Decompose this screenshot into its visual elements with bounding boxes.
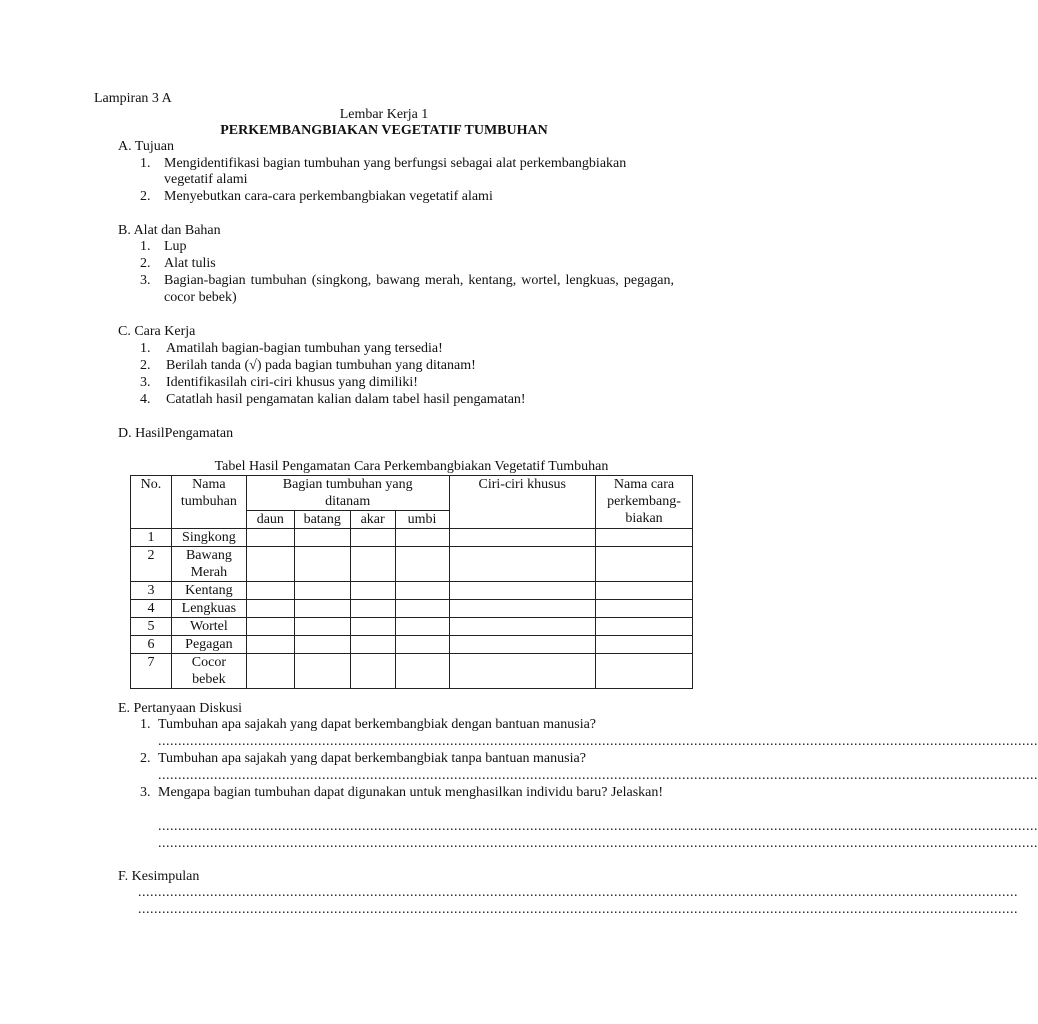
section-d-heading: D. HasilPengamatan [118,426,234,441]
section-a-item-text: Menyebutkan cara-cara perkembangbiakan vegetatif alami [164,189,493,204]
header-nama: Nama tumbuhan [171,476,246,529]
main-title: PERKEMBANGBIAKAN VEGETATIF TUMBUHAN [220,123,548,138]
table-row [131,582,693,600]
header-bagian: Bagian tumbuhan yang ditanam [246,476,449,511]
cell-umbi[interactable] [395,654,449,689]
section-c-item-num: 4. [140,392,151,407]
section-c-item-text: Catatlah hasil pengamatan kalian dalam tabel hasil pengamatan! [166,392,526,407]
row-no: 3 [131,582,172,600]
answer-line[interactable]: ............................................................................................................................................................................................................................ [158,819,1038,834]
row-no: 4 [131,600,172,618]
row-name: Pegagan [171,636,246,654]
section-f-heading: F. Kesimpulan [118,869,200,884]
section-c-heading: C. Cara Kerja [118,324,196,339]
cell-daun[interactable] [246,582,294,600]
section-b-item-text: Alat tulis [164,256,216,271]
answer-line[interactable]: ............................................................................................................................................................................................................................ [158,768,1038,783]
cell-ciri[interactable] [449,654,596,689]
cell-cara[interactable] [596,529,693,547]
row-no: 5 [131,618,172,636]
cell-cara[interactable] [596,547,693,582]
table-row [131,600,693,618]
question-num: 2. [140,751,151,766]
sheet-title: Lembar Kerja 1 [339,107,429,122]
cell-batang[interactable] [294,654,350,689]
table-row [131,529,693,547]
section-c-item-num: 1. [140,341,151,356]
section-c-item-text: Berilah tanda (√) pada bagian tumbuhan yang ditanam! [166,358,476,373]
question-num: 3. [140,785,151,800]
section-a-item-text: Mengidentifikasi bagian tumbuhan yang berfungsi sebagai alat perkembangbiakan [164,156,627,171]
cell-ciri[interactable] [449,636,596,654]
question-2: Tumbuhan apa sajakah yang dapat berkembangbiak tanpa bantuan manusia? [158,751,586,766]
header-batang: batang [294,511,350,529]
cell-ciri[interactable] [449,582,596,600]
section-a-heading: A. Tujuan [118,139,175,154]
conclusion-line[interactable]: ............................................................................................................................................................................................................................ [138,885,1018,900]
answer-line[interactable]: ............................................................................................................................................................................................................................ [158,734,1038,749]
question-num: 1. [140,717,151,732]
cell-umbi[interactable] [395,582,449,600]
section-b-item-text: Bagian-bagian tumbuhan (singkong, bawang merah, kentang, wortel, lengkuas, pegagan, cocor bebek) [164,273,674,305]
cell-ciri[interactable] [449,529,596,547]
cell-umbi[interactable] [395,600,449,618]
table-header-row [131,476,693,511]
observation-table [130,475,693,689]
cell-umbi[interactable] [395,618,449,636]
cell-batang[interactable] [294,636,350,654]
question-1: Tumbuhan apa sajakah yang dapat berkembangbiak dengan bantuan manusia? [158,717,597,732]
cell-akar[interactable] [350,582,395,600]
table-row [131,654,693,689]
section-b-heading: B. Alat dan Bahan [118,223,221,238]
cell-batang[interactable] [294,600,350,618]
cell-batang[interactable] [294,529,350,547]
section-b-item-num: 2. [140,256,151,271]
cell-batang[interactable] [294,618,350,636]
section-a-item-num: 1. [140,156,151,171]
section-a-item-num: 2. [140,189,151,204]
cell-akar[interactable] [350,618,395,636]
row-name: Kentang [171,582,246,600]
section-c-item-text: Amatilah bagian-bagian tumbuhan yang tersedia! [166,341,443,356]
table-row [131,547,693,582]
header-daun: daun [246,511,294,529]
row-name: Cocor bebek [171,654,246,689]
row-no: 2 [131,547,172,582]
section-c-item-num: 2. [140,358,151,373]
row-name: Singkong [171,529,246,547]
section-b-item-text: Lup [164,239,187,254]
lampiran-label: Lampiran 3 A [94,91,172,106]
cell-akar[interactable] [350,636,395,654]
cell-daun[interactable] [246,600,294,618]
cell-ciri[interactable] [449,618,596,636]
cell-cara[interactable] [596,654,693,689]
header-ciri: Ciri-ciri khusus [449,476,596,529]
section-e-heading: E. Pertanyaan Diskusi [118,701,243,716]
cell-cara[interactable] [596,600,693,618]
header-akar: akar [350,511,395,529]
header-no: No. [131,476,172,529]
cell-ciri[interactable] [449,600,596,618]
cell-umbi[interactable] [395,529,449,547]
answer-line[interactable]: ............................................................................................................................................................................................................................ [158,836,1038,851]
table-row [131,636,693,654]
section-c-item-text: Identifikasilah ciri-ciri khusus yang dimiliki! [166,375,418,390]
table-caption: Tabel Hasil Pengamatan Cara Perkembangbiakan Vegetatif Tumbuhan [214,459,609,474]
cell-daun[interactable] [246,636,294,654]
row-no: 6 [131,636,172,654]
conclusion-line[interactable]: ............................................................................................................................................................................................................................ [138,902,1018,917]
section-b-item-num: 1. [140,239,151,254]
row-no: 1 [131,529,172,547]
cell-cara[interactable] [596,582,693,600]
cell-batang[interactable] [294,582,350,600]
cell-akar[interactable] [350,547,395,582]
row-name: Wortel [171,618,246,636]
cell-akar[interactable] [350,600,395,618]
cell-batang[interactable] [294,547,350,582]
row-name: Lengkuas [171,600,246,618]
cell-daun[interactable] [246,654,294,689]
cell-daun[interactable] [246,618,294,636]
table-row [131,618,693,636]
question-3: Mengapa bagian tumbuhan dapat digunakan untuk menghasilkan individu baru? Jelaskan! [158,785,664,800]
header-cara: Nama cara perkembang- biakan [596,476,693,529]
cell-akar[interactable] [350,529,395,547]
row-name: Bawang Merah [171,547,246,582]
cell-umbi[interactable] [395,636,449,654]
section-a-item-cont: vegetatif alami [164,172,248,187]
section-b-item-num: 3. [140,273,151,288]
section-c-item-num: 3. [140,375,151,390]
row-no: 7 [131,654,172,689]
cell-akar[interactable] [350,654,395,689]
cell-cara[interactable] [596,636,693,654]
cell-cara[interactable] [596,618,693,636]
cell-umbi[interactable] [395,547,449,582]
cell-daun[interactable] [246,547,294,582]
cell-daun[interactable] [246,529,294,547]
cell-ciri[interactable] [449,547,596,582]
header-umbi: umbi [395,511,449,529]
